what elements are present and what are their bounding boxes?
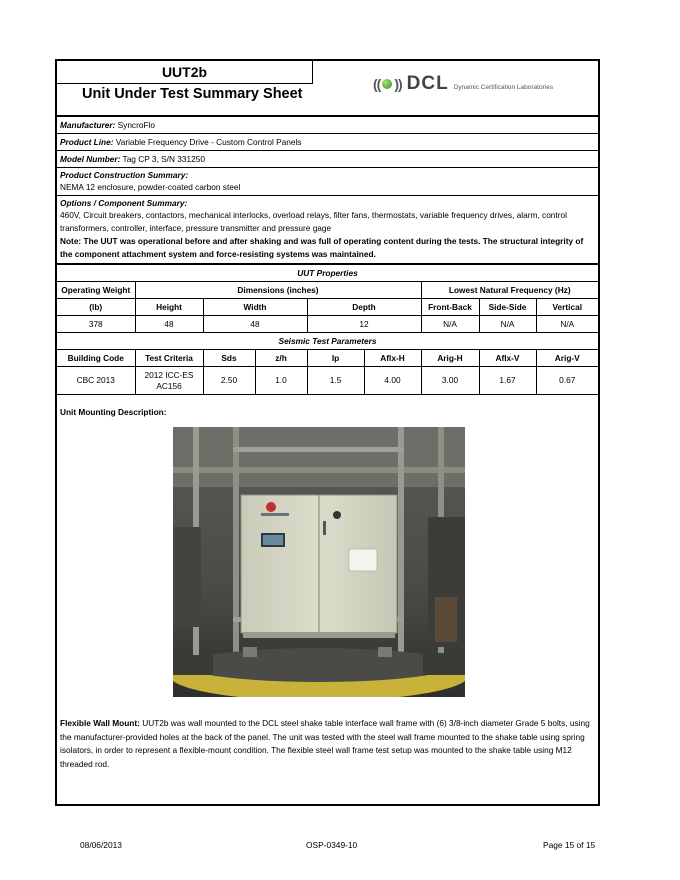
product-line-value: Variable Frequency Drive - Custom Control Panels (115, 137, 302, 147)
seismic-header: Ip (307, 350, 364, 367)
depth-header: Depth (307, 299, 421, 316)
vertical-value: N/A (536, 316, 598, 333)
signal-wave-icon: (( (373, 76, 381, 92)
flex-mount-text: UUT2b was wall mounted to the DCL steel shake table interface wall frame with (6) 3/8-inch diameter Grade 5 bolts, using the manufacturer-provided holes at the back of the panel. The unit was tested with the steel wall frame mounted to the shake table using spring isolators, in order to represent a flexible-mount condition. The flexible steel wall frame test setup was mounted to the shake table using M12 threaded rod. (60, 718, 590, 769)
seismic-title: Seismic Test Parameters (57, 333, 598, 350)
note-text: Note: The UUT was operational before and after shaking and was full of operating content during the tests. The structural integrity of the component attachment system and force-resisting systems was maintained. (60, 236, 584, 259)
seismic-value: 0.67 (536, 367, 598, 395)
seismic-header: Arig-V (536, 350, 598, 367)
product-line-row (57, 134, 598, 151)
signal-wave-icon: )) (394, 76, 402, 92)
depth-value: 12 (307, 316, 421, 333)
seismic-value: 1.5 (307, 367, 364, 395)
construction-value: NEMA 12 enclosure, powder-coated carbon steel (60, 182, 241, 192)
options-row (57, 196, 598, 264)
dcl-logo (373, 69, 553, 99)
seismic-header: Arig-H (421, 350, 479, 367)
model-row (57, 151, 598, 168)
frequency-header: Lowest Natural Frequency (Hz) (421, 282, 598, 299)
seismic-value: CBC 2013 (57, 367, 135, 395)
flex-mount-description (60, 717, 597, 771)
construction-row (57, 168, 598, 196)
manufacturer-label: Manufacturer: (60, 120, 116, 130)
flex-mount-label: Flexible Wall Mount: (60, 718, 140, 728)
weight-header: Operating Weight (57, 282, 135, 299)
options-label: Options / Component Summary: (60, 198, 188, 208)
unit-id: UUT2b (57, 61, 313, 84)
footer-date: 08/06/2013 (80, 840, 122, 850)
sheet-title: Unit Under Test Summary Sheet (82, 86, 303, 102)
seismic-value: 4.00 (364, 367, 421, 395)
seismic-value: 1.67 (479, 367, 536, 395)
unit-photo (173, 427, 465, 697)
side-side-value: N/A (479, 316, 536, 333)
unit-photo-image (173, 427, 465, 697)
seismic-header: Aflx-V (479, 350, 536, 367)
side-side-header: Side-Side (479, 299, 536, 316)
options-value: 460V, Circuit breakers, contactors, mechanical interlocks, overload relays, filter fans, thermostats, variable frequency drives, alarm, control transformers, controller, interface, pressure transmitter and pressure gage (60, 210, 567, 233)
green-dot-icon (382, 79, 392, 89)
construction-label: Product Construction Summary: (60, 170, 189, 180)
dimensions-header: Dimensions (inches) (135, 282, 421, 299)
seismic-header: Building Code (57, 350, 135, 367)
seismic-header: Sds (203, 350, 255, 367)
weight-unit: (lb) (57, 299, 135, 316)
manufacturer-value: SyncroFlo (117, 120, 155, 130)
front-back-value: N/A (421, 316, 479, 333)
logo-text: DCL (406, 73, 449, 94)
seismic-header: z/h (255, 350, 307, 367)
product-line-label: Product Line: (60, 137, 114, 147)
footer-page: Page 15 of 15 (543, 840, 596, 850)
seismic-value: 2.50 (203, 367, 255, 395)
model-label: Model Number: (60, 154, 121, 164)
front-back-header: Front-Back (421, 299, 479, 316)
mounting-label: Unit Mounting Description: (60, 407, 167, 417)
seismic-value: 1.0 (255, 367, 307, 395)
summary-sheet (55, 59, 600, 806)
properties-table (57, 264, 598, 395)
height-value: 48 (135, 316, 203, 333)
logo-subtitle: Dynamic Certification Laboratories (453, 83, 554, 91)
manufacturer-row (57, 117, 598, 134)
seismic-header: Test Criteria (135, 350, 203, 367)
width-header: Width (203, 299, 307, 316)
width-value: 48 (203, 316, 307, 333)
footer-doc-id: OSP-0349-10 (306, 840, 358, 850)
vertical-header: Vertical (536, 299, 598, 316)
weight-value: 378 (57, 316, 135, 333)
seismic-value: 2012 ICC-ES AC156 (135, 367, 203, 395)
sheet-header (57, 61, 598, 117)
height-header: Height (135, 299, 203, 316)
properties-title: UUT Properties (57, 265, 598, 282)
seismic-header: Aflx-H (364, 350, 421, 367)
model-value: Tag CP 3, S/N 331250 (122, 154, 205, 164)
seismic-value: 3.00 (421, 367, 479, 395)
